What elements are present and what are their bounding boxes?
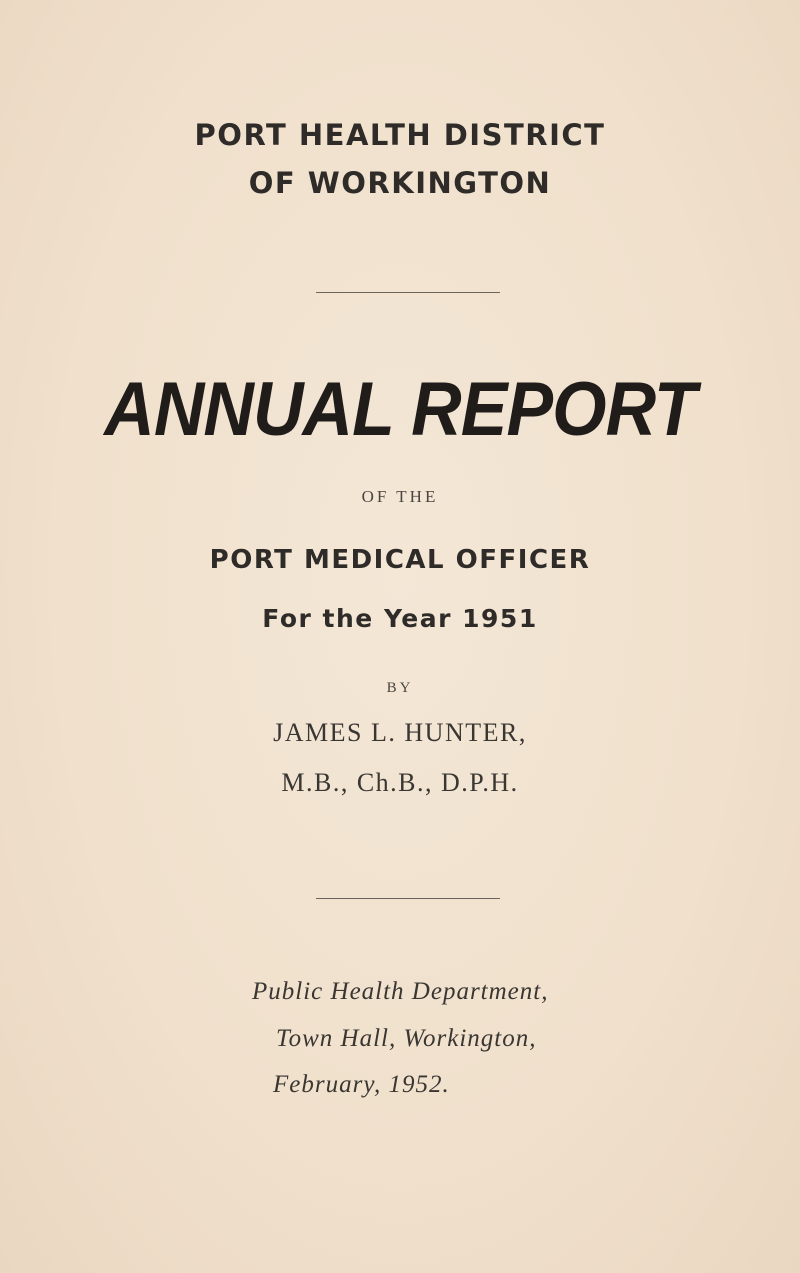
author-name: JAMES L. HUNTER, (273, 718, 527, 747)
annual-report-heading: ANNUAL REPORT (104, 367, 696, 452)
divider-bottom (316, 898, 500, 899)
address-line-2: Town Hall, Workington, (276, 1025, 537, 1052)
author-qualifications: M.B., Ch.B., D.P.H. (281, 768, 519, 797)
port-medical-officer-heading: PORT MEDICAL OFFICER (209, 545, 591, 575)
title-line-2: OF WORKINGTON (248, 166, 552, 200)
title-line-1: PORT HEALTH DISTRICT (194, 118, 606, 152)
address-line-1: Public Health Department, (252, 978, 549, 1005)
of-the-label: OF THE (361, 487, 439, 506)
year-line: For the Year 1951 (262, 604, 538, 633)
by-label: BY (386, 680, 414, 696)
date-line: February, 1952. (273, 1071, 450, 1098)
divider-top (316, 292, 500, 293)
